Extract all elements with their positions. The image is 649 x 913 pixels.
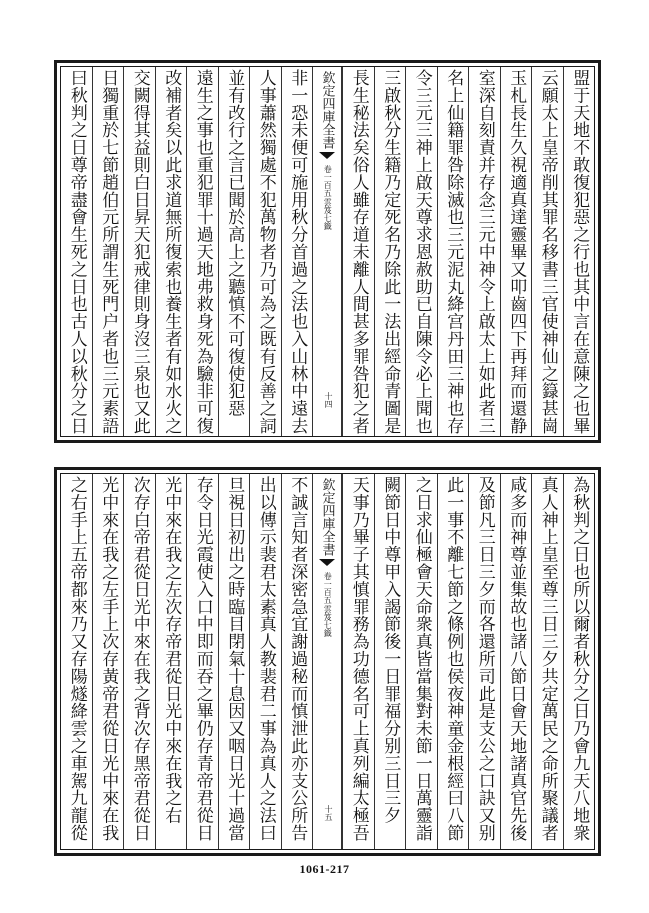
bottom-columns — [61, 474, 594, 849]
top-inner-frame — [60, 66, 595, 437]
text-column: 真人神上皇至尊三日三夕共定萬民之命所聚議者 — [531, 474, 563, 849]
top-columns — [61, 67, 594, 436]
text-column: 光中來在我之左次存帝君從日光中來在我之右 — [155, 474, 187, 849]
text-column: 咸多而神尊並集故也諸八節日會天地諸真官先後 — [500, 474, 532, 849]
text-column: 並有改行之言已聞於高上之聽慎不可復使犯惡 — [218, 67, 250, 436]
banxin-volume — [323, 572, 331, 637]
text-column: 為秋判之日也所以爾者秋分之日乃會九天八地衆 — [563, 474, 595, 849]
banxin-title: 欽定四庫全書 — [319, 71, 335, 149]
fishtail-mark-icon — [319, 152, 335, 159]
text-column: 名上仙籍罪咎除滅也三元泥丸絳宫丹田三神也存 — [437, 67, 469, 436]
text-column: 次存白帝君從日光中來在我之背次存黑帝君從日 — [123, 474, 155, 849]
bottom-inner-frame — [60, 473, 595, 850]
text-column: 日獨重於七節趙伯元所謂生死門户者也三元素語 — [92, 67, 124, 436]
banxin-vol-line: 雲笈七籤 — [323, 198, 333, 230]
text-column: 三啟秋分生籍乃定死名乃除此一法出經命青圖是 — [374, 67, 406, 436]
banxin-title: 欽定四庫全書 — [319, 478, 335, 556]
text-column: 存令日光霞使入口中即而吞之畢仍存青帝君從日 — [186, 474, 218, 849]
text-column: 盟于天地不敢復犯惡之行也其中言在意陳之也畢 — [563, 67, 595, 436]
banxin-page-number: 十五 — [324, 805, 333, 821]
text-column: 出以傳示裴君太素真人教裴君二事為真人之法曰 — [249, 474, 281, 849]
text-column: 及節凡三日三夕而各還所司此是支公之口訣又别 — [468, 474, 500, 849]
banxin-page-number: 十四 — [324, 392, 333, 408]
banxin-vol-line: 卷一百五 — [323, 572, 333, 604]
text-column: 遠生之事也重犯罪十過天地弗救身死為驗非可復 — [186, 67, 218, 436]
banxin-center-strip — [312, 474, 342, 849]
top-page-frame — [54, 60, 601, 443]
banxin-volume — [323, 165, 331, 230]
text-column: 改補者矣以此求道無所復索也養生者有如水火之 — [155, 67, 187, 436]
text-column: 天事乃畢子其慎罪務為功德名可上真列編太極吾 — [342, 474, 374, 849]
text-column: 令三元三神上啟天尊求恩赦助已自陳令必上聞也 — [405, 67, 437, 436]
banxin-center-strip — [312, 67, 342, 436]
page-reference-number: 1061-217 — [299, 862, 350, 876]
text-column: 之日求仙極會天命衆真皆當集對未節一日萬靈詣 — [405, 474, 437, 849]
text-column: 室深自刻責并存念三元中神令上啟太上如此者三 — [468, 67, 500, 436]
text-column: 云願太上皇帝削其罪名移書三官使神仙之籙甚崗 — [531, 67, 563, 436]
text-column: 非一恐未便可施用秋分首過之法也入山林中遠去 — [281, 67, 313, 436]
text-column: 玉札長生久視適真達靈畢又叩齒四下再拜而還静 — [500, 67, 532, 436]
text-column: 長生秘法矣俗人雖存道未離人間甚多罪咎犯之者 — [342, 67, 374, 436]
text-column: 闕節日中尊甲入謁節後一日罪福分别三日三夕 — [374, 474, 406, 849]
text-column: 光中來在我之左手上次存黃帝君從日光中來在我 — [92, 474, 124, 849]
text-column: 此一事不離七節之條例也侯夜神童金根經曰八節 — [437, 474, 469, 849]
bottom-page-frame — [54, 467, 601, 856]
banxin-vol-line: 雲笈七籤 — [323, 605, 333, 637]
text-column: 曰秋判之日尊帝盡會生死之日也古人以秋分之日 — [66, 69, 87, 435]
text-column: 之右手上五帝都來乃又存陽燧絳雲之車駕九龍從 — [66, 476, 87, 842]
fishtail-mark-icon — [319, 559, 335, 566]
text-column: 人事蕭然獨處不犯萬物者乃可為之既有反善之詞 — [249, 67, 281, 436]
text-column: 不誠言知者深密急宜謝過秘而慎泄此亦支公所告 — [281, 474, 313, 849]
text-column: 交闕得其益則白日昇天犯戒律則身沒三泉也又此 — [123, 67, 155, 436]
text-column: 旦視日初出之時臨目閉氣十息因又咽日光十過當 — [218, 474, 250, 849]
banxin-vol-line: 卷一百五 — [323, 165, 333, 197]
